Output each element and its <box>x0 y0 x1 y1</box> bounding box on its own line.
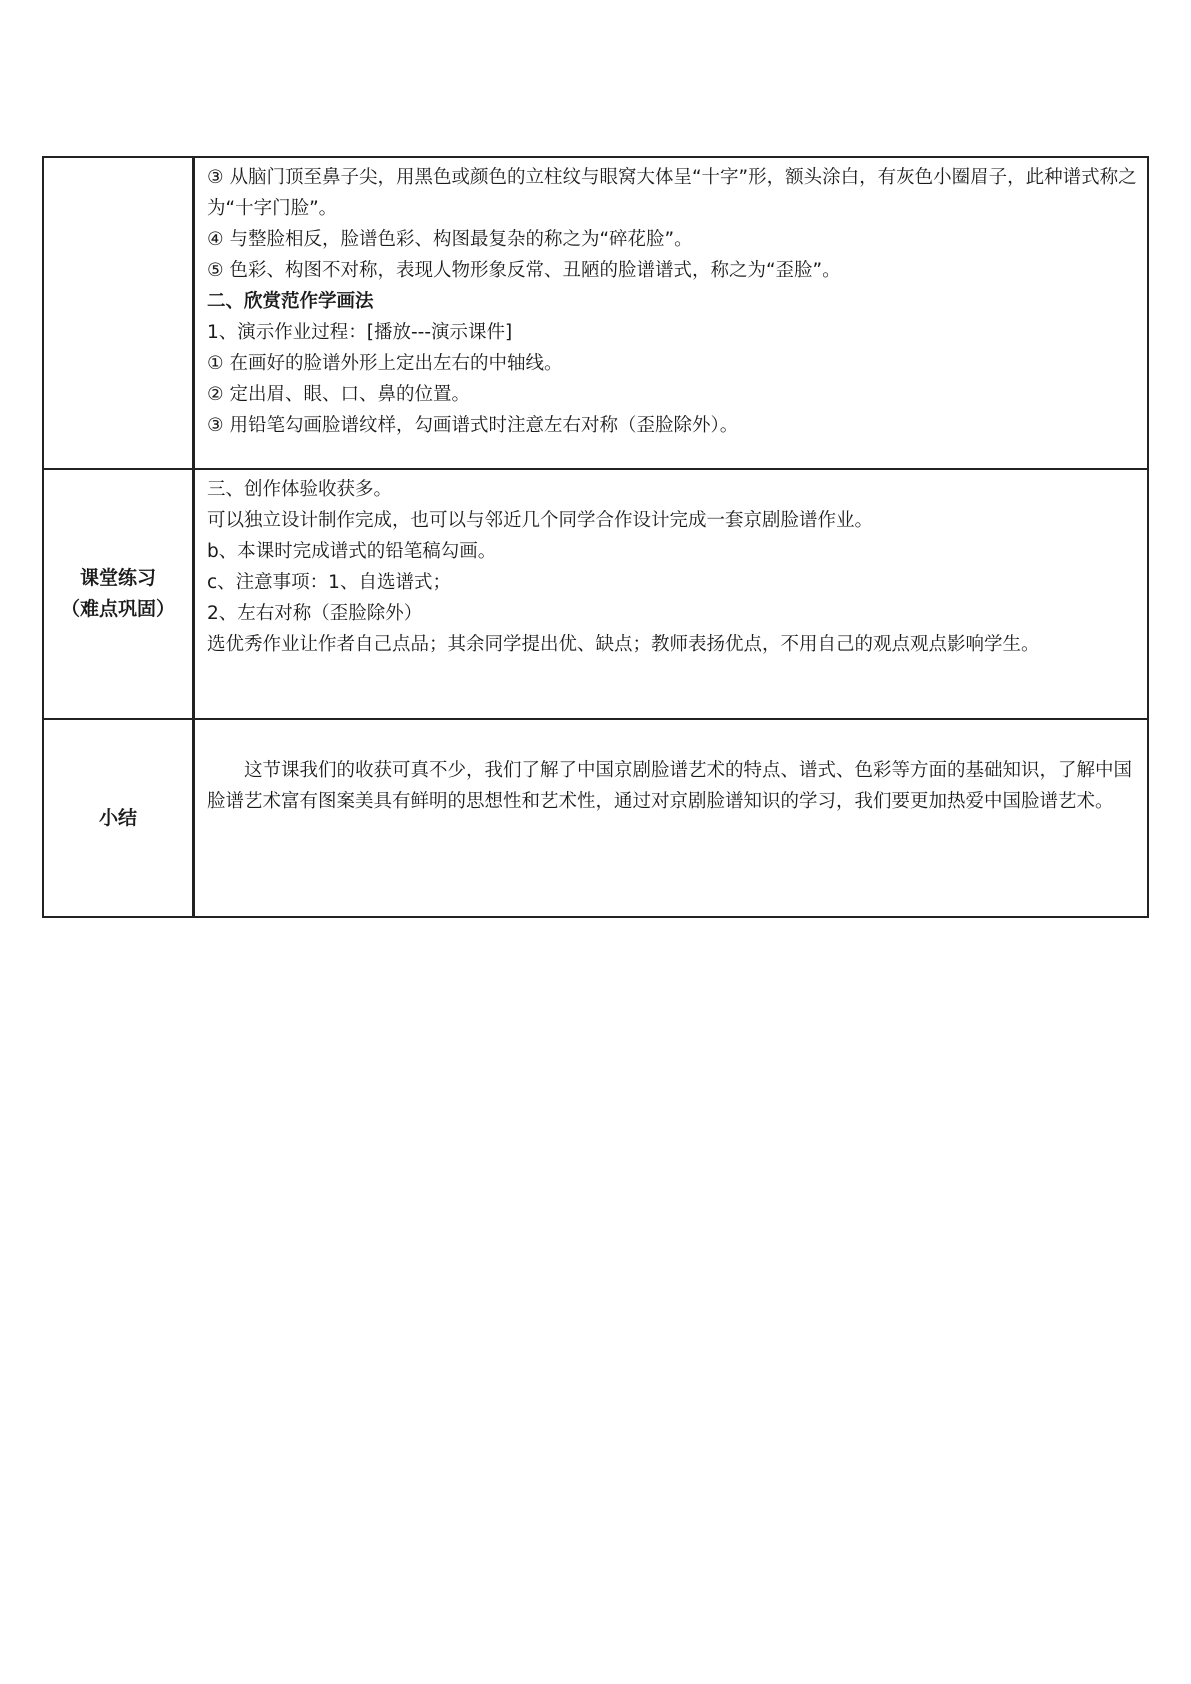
row-content-cell <box>194 469 1149 719</box>
section-heading: 二、欣赏范作学画法 <box>207 291 374 312</box>
content-line: c、注意事项：1、自选谱式； <box>207 572 451 593</box>
table-row <box>43 719 1148 917</box>
row-label: 小结 <box>98 806 137 829</box>
content-line: 三、创作体验收获多。 <box>207 479 393 500</box>
content-line: ① 在画好的脸谱外形上定出左右的中轴线。 <box>207 353 563 374</box>
row-label-sub: （难点巩固） <box>60 598 175 620</box>
content-line: b、本课时完成谱式的铅笔稿勾画。 <box>207 541 497 562</box>
content-line: ③ 从脑门顶至鼻子尖，用黑色或颜色的立柱纹与眼窝大体呈“十字”形，额头涂白，有灰色小圈眉子，此种谱式称之为“十字门脸”。 <box>207 167 1137 219</box>
row-label-cell <box>43 719 194 917</box>
content-line: 可以独立设计制作完成，也可以与邻近几个同学合作设计完成一套京剧脸谱作业。 <box>207 510 874 531</box>
row-label: 课堂练习 <box>79 567 156 589</box>
table-row <box>43 469 1148 719</box>
summary-paragraph: 这节课我们的收获可真不少，我们了解了中国京剧脸谱艺术的特点、谱式、色彩等方面的基础知识，了解中国脸谱艺术富有图案美具有鲜明的思想性和艺术性，通过对京剧脸谱知识的学习，我们要更加热爱中国脸谱艺术。 <box>207 760 1133 812</box>
content-line: 选优秀作业让作者自己点品；其余同学提出优、缺点；教师表扬优点，不用自己的观点观点影响学生。 <box>207 634 1040 655</box>
row-content-cell <box>194 157 1149 469</box>
content-line: ② 定出眉、眼、口、鼻的位置。 <box>207 384 470 405</box>
content-line: ④ 与整脸相反，脸谱色彩、构图最复杂的称之为“碎花脸”。 <box>207 229 693 250</box>
row-label-cell <box>43 157 194 469</box>
table-row <box>43 157 1148 469</box>
content-line: ⑤ 色彩、构图不对称，表现人物形象反常、丑陋的脸谱谱式，称之为“歪脸”。 <box>207 260 841 281</box>
row-label-cell <box>43 469 194 719</box>
content-line: 2、左右对称（歪脸除外） <box>207 603 423 624</box>
row-content-cell <box>194 719 1149 917</box>
content-line: 1、演示作业过程：[播放---演示课件] <box>207 322 513 343</box>
content-line: ③ 用铅笔勾画脸谱纹样，勾画谱式时注意左右对称（歪脸除外）。 <box>207 415 739 436</box>
lesson-plan-table <box>42 156 1149 918</box>
